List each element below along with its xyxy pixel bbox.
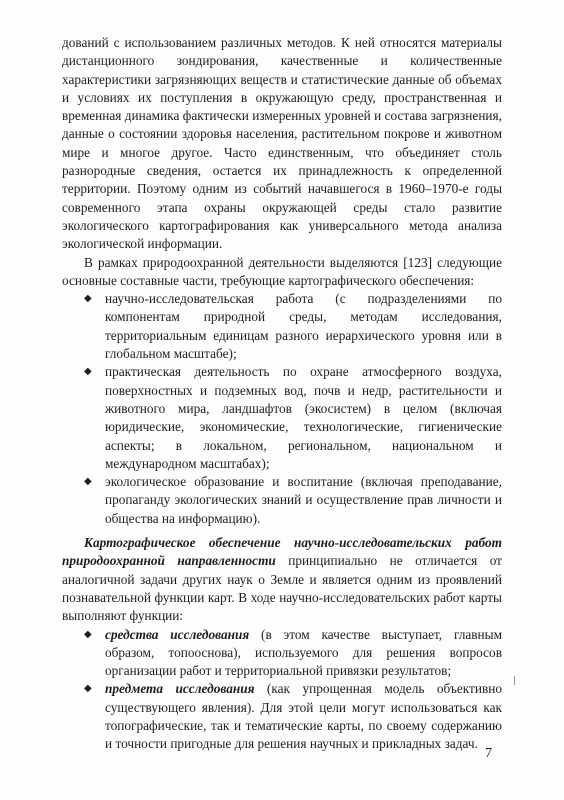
emphasis-heading: Картографическое обеспечение научно-исследовательских работ природоохранной направленности <box>62 535 502 569</box>
list-item-text: экологическое образование и воспитание (включая преподавание, пропаганду экологических знаний и осуществление прав личности и общества на информацию). <box>105 474 502 526</box>
paragraph-3-text: принципиально не отличается от аналогичной задачи других наук о Земле и является одним из проявлений познавательной функции карт. В ходе научно-исследовательских работ карты выполняют функции: <box>62 553 502 624</box>
list-item-emphasis: предмета исследования <box>105 681 255 697</box>
paragraph-1: дований с использованием различных методов. К ней относятся материалы дистанционного зондирования, качественные и количественные характеристики загрязняющих веществ и статистические данные об объемах и условиях их поступления в окружающую среду, пространственная и временная динамика фактически измеренных уровней и состава загрязнения, данные о состоянии здоровья населения, растительном покрове и животном мире и многое другое. Часто единственным, что объединяет столь разнородные сведения, остается их принадлежность к определенной территории. Поэтому одним из событий начавшегося в 1960–1970-е годы современного этапа охраны окружающей среды стало развитие экологического картографирования как универсального метода анализа экологической информации. <box>62 35 502 252</box>
diamond-bullet-icon: ◆ <box>84 293 92 305</box>
list-item <box>84 680 502 753</box>
components-list <box>62 290 502 528</box>
list-item <box>84 473 502 528</box>
functions-list <box>62 626 502 754</box>
list-item-text: практическая деятельность по охране атмосферного воздуха, поверхностных и подземных вод, почв и недр, растительности и животного мира, ландшафтов (экосистем) в целом (включая юридические, экономические, технологические, гигиенические аспекты; в локальном, региональном, национальном и международном масштабах); <box>105 364 502 471</box>
list-item-text: научно-исследовательская работа (с подразделениями по компонентам природной среды, методам исследования, территориальным единицам разного иерархического уровня или в глобальном масштабе); <box>105 291 502 362</box>
page-body <box>62 34 502 754</box>
diamond-bullet-icon: ◆ <box>84 683 92 695</box>
scan-mark <box>514 676 515 685</box>
page-number: 7 <box>485 746 492 761</box>
list-item <box>84 290 502 363</box>
list-item <box>84 626 502 681</box>
diamond-bullet-icon: ◆ <box>84 476 92 488</box>
list-item <box>84 363 502 473</box>
paragraph-2: В рамках природоохранной деятельности выделяются [123] следующие основные составные части, требующие картографического обеспечения: <box>62 254 502 288</box>
diamond-bullet-icon: ◆ <box>84 366 92 378</box>
list-item-text: (как упрощенная модель объективно существующего явления). Для этой цели могут использоваться как топографические, так и тематические карты, по своему содержанию и точности пригодные для решения научных и прикладных задач. <box>105 681 502 752</box>
list-item-text: (в этом качестве выступает, главным образом, топооснова), используемого для решения вопросов организации работ и территориальной привязки результатов; <box>105 626 502 679</box>
list-item-emphasis: средства исследования <box>105 626 250 642</box>
diamond-bullet-icon: ◆ <box>84 628 92 640</box>
paragraph-3 <box>62 534 502 625</box>
